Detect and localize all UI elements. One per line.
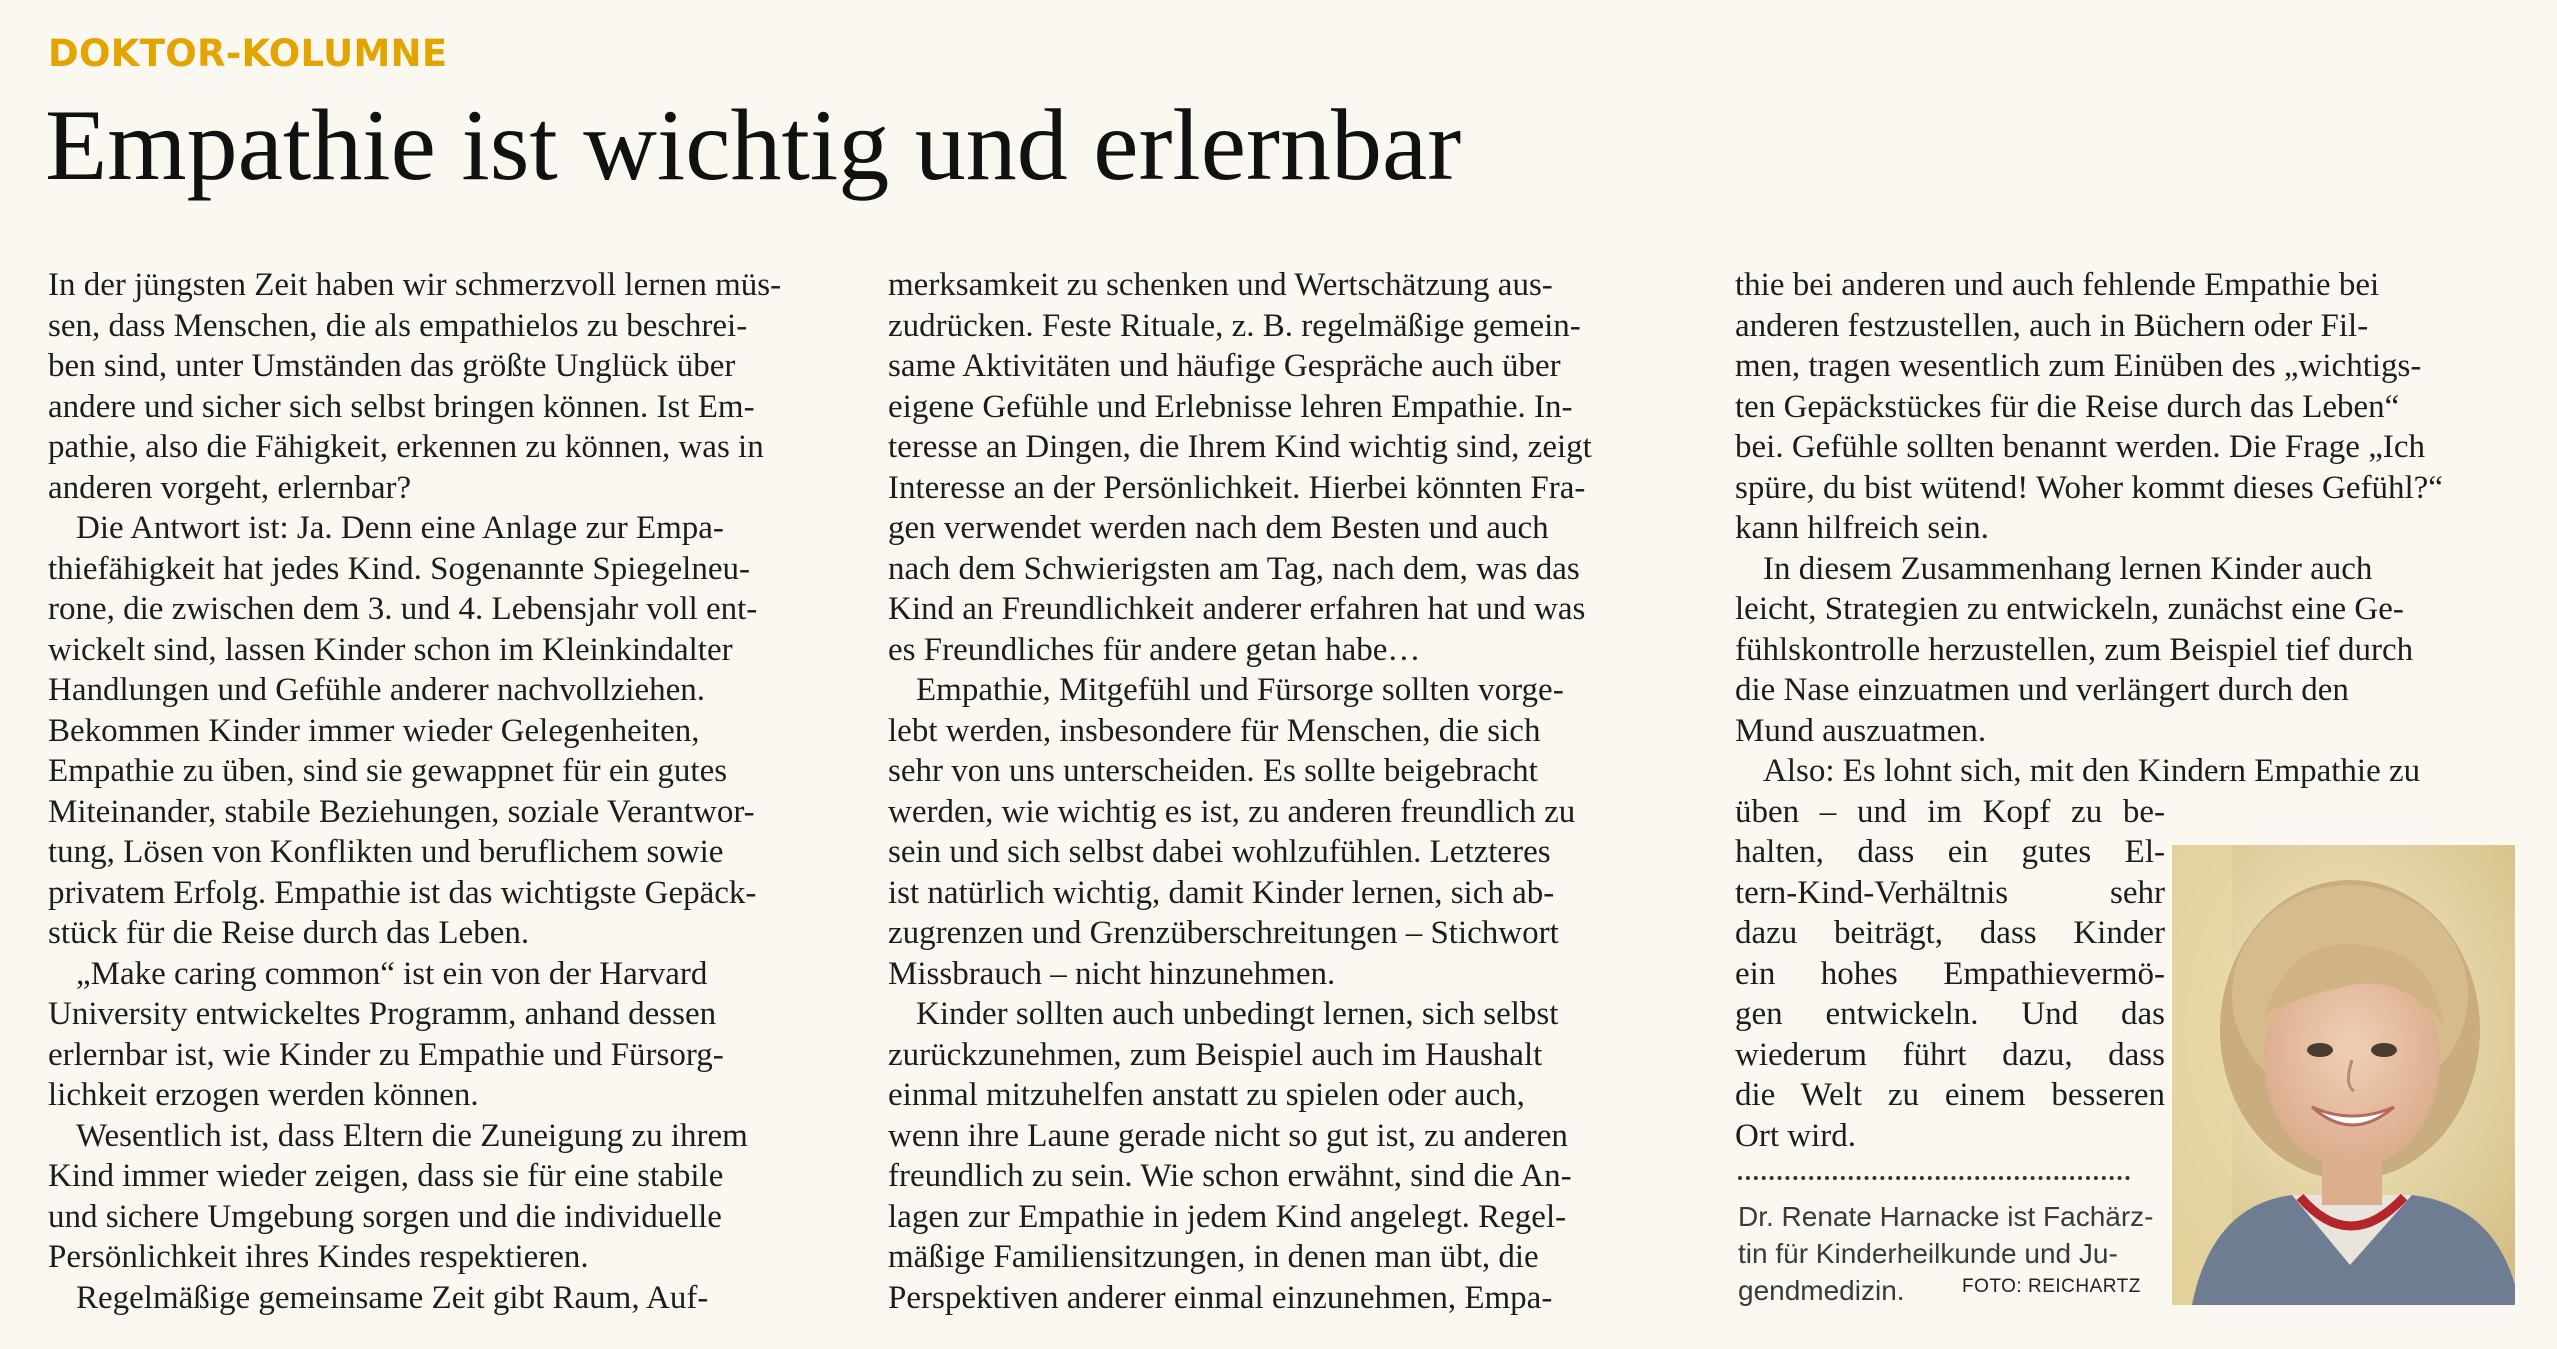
text-line: dazu beiträgt, dass Kinder <box>1735 915 2165 951</box>
caption-line: gendmedizin. <box>1738 1275 1905 1306</box>
text-line: Ort wird. <box>1735 1117 1856 1154</box>
text-line: thiefähigkeit hat jedes Kind. Sogenannte Spiegelneu- <box>48 550 750 587</box>
text-line: werden, wie wichtig es ist, zu anderen freundlich zu <box>888 793 1576 830</box>
text-line: anderen festzustellen, auch in Büchern oder Fil- <box>1735 307 2369 344</box>
text-line: zugrenzen und Grenzüberschreitungen – Stichwort <box>888 915 1559 951</box>
caption-line: Dr. Renate Harnacke ist Fachärz- <box>1738 1201 2154 1232</box>
text-column-1 <box>48 265 828 1318</box>
text-line: zudrücken. Feste Rituale, z. B. regelmäßige gemein- <box>888 307 1581 344</box>
text-line: men, tragen wesentlich zum Einüben des „wichtigs- <box>1735 348 2422 384</box>
text-line: Perspektiven anderer einmal einzunehmen, Empa- <box>888 1279 1553 1316</box>
text-line: fühlskontrolle herzustellen, zum Beispiel tief durch <box>1735 631 2414 668</box>
text-line: Kinder sollten auch unbedingt lernen, sich selbst <box>916 996 1559 1032</box>
text-line: mäßige Familiensitzungen, in denen man übt, die <box>888 1239 1539 1275</box>
text-line: eigene Gefühle und Erlebnisse lehren Empathie. In- <box>888 388 1573 425</box>
text-line: Die Antwort ist: Ja. Denn eine Anlage zur Empa- <box>76 510 724 546</box>
text-line: und sichere Umgebung sorgen und die individuelle <box>48 1198 722 1235</box>
text-line: sehr von uns unterscheiden. Es sollte beigebracht <box>888 753 1538 789</box>
text-line: freundlich zu sein. Wie schon erwähnt, sind die An- <box>888 1158 1572 1194</box>
text-line: same Aktivitäten und häufige Gespräche auch über <box>888 348 1561 384</box>
caption-line: tin für Kinderheilkunde und Ju- <box>1738 1238 2118 1269</box>
text-line: merksamkeit zu schenken und Wertschätzung aus- <box>888 267 1553 303</box>
text-line: Empathie zu üben, sind sie gewappnet für ein gutes <box>48 753 728 789</box>
author-portrait-illustration <box>2172 845 2515 1305</box>
article-headline: Empathie ist wichtig und erlernbar <box>45 89 1462 202</box>
text-line: lebt werden, insbesondere für Menschen, die sich <box>888 712 1541 749</box>
text-line: stück für die Reise durch das Leben. <box>48 915 530 951</box>
text-line: einmal mitzuhelfen anstatt zu spielen oder auch, <box>888 1077 1525 1113</box>
text-line: kann hilfreich sein. <box>1735 510 1989 546</box>
text-line: Empathie, Mitgefühl und Fürsorge sollten vorge- <box>916 672 1564 708</box>
text-line: Wesentlich ist, dass Eltern die Zuneigung zu ihrem <box>76 1117 748 1154</box>
text-line: gen verwendet werden nach dem Besten und auch <box>888 510 1549 546</box>
text-line: thie bei anderen und auch fehlende Empathie bei <box>1735 267 2380 303</box>
text-line: halten, dass ein gutes El- <box>1735 834 2165 870</box>
text-line: Persönlichkeit ihres Kindes respektieren. <box>48 1239 589 1275</box>
text-line: spüre, du bist wütend! Woher kommt dieses Gefühl?“ <box>1735 469 2443 506</box>
text-line: ein hohes Empathievermö- <box>1735 955 2165 992</box>
text-line: privatem Erfolg. Empathie ist das wichtigste Gepäck- <box>48 874 757 911</box>
text-line: ist natürlich wichtig, damit Kinder lernen, sich ab- <box>888 874 1555 911</box>
text-line: sein und sich selbst dabei wohlzufühlen. Letzteres <box>888 834 1551 870</box>
text-line: „Make caring common“ ist ein von der Harvard <box>76 955 708 992</box>
column-kicker: DOKTOR-KOLUMNE <box>48 32 448 75</box>
text-line: anderen vorgeht, erlernbar? <box>48 469 412 506</box>
text-line: rone, die zwischen dem 3. und 4. Lebensjahr voll ent- <box>48 591 758 627</box>
text-line: tung, Lösen von Konflikten und beruflichem sowie <box>48 834 724 870</box>
text-line: In der jüngsten Zeit haben wir schmerzvoll lernen müs- <box>48 267 782 303</box>
text-line: Bekommen Kinder immer wieder Gelegenheiten, <box>48 712 700 749</box>
text-column-2 <box>888 265 1688 1318</box>
text-line: es Freundliches für andere getan habe… <box>888 631 1421 668</box>
text-line: pathie, also die Fähigkeit, erkennen zu können, was in <box>48 429 764 465</box>
text-line: teresse an Dingen, die Ihrem Kind wichtig sind, zeigt <box>888 429 1592 465</box>
text-line: Missbrauch – nicht hinzunehmen. <box>888 955 1336 992</box>
text-line: zurückzunehmen, zum Beispiel auch im Haushalt <box>888 1036 1543 1073</box>
text-line: erlernbar ist, wie Kinder zu Empathie und Fürsorg- <box>48 1036 724 1073</box>
caption-divider <box>1738 1176 2130 1180</box>
text-line: leicht, Strategien zu entwickeln, zunächst eine Ge- <box>1735 591 2404 627</box>
text-line: Kind an Freundlichkeit anderer erfahren hat und was <box>888 591 1586 627</box>
text-line: üben – und im Kopf zu be- <box>1735 793 2165 830</box>
text-line: In diesem Zusammenhang lernen Kinder auch <box>1763 550 2373 587</box>
text-line: University entwickeltes Programm, anhand dessen <box>48 996 717 1032</box>
text-line: andere und sicher sich selbst bringen können. Ist Em- <box>48 388 755 425</box>
text-line: bei. Gefühle sollten benannt werden. Die Frage „Ich <box>1735 429 2425 465</box>
text-line: die Nase einzuatmen und verlängert durch den <box>1735 672 2349 708</box>
text-line: wickelt sind, lassen Kinder schon im Kleinkindalter <box>48 631 733 668</box>
text-line: Handlungen und Gefühle anderer nachvollziehen. <box>48 672 705 708</box>
text-line: die Welt zu einem besseren <box>1735 1077 2165 1113</box>
text-column-3-wide <box>1735 265 2525 792</box>
text-line: Interesse an der Persönlichkeit. Hierbei könnten Fra- <box>888 469 1586 506</box>
text-line: tern-Kind-Verhältnis sehr <box>1735 874 2165 911</box>
photo-credit: FOTO: REICHARTZ <box>1962 1276 2141 1297</box>
text-line: Kind immer wieder zeigen, dass sie für eine stabile <box>48 1158 724 1194</box>
text-line: Also: Es lohnt sich, mit den Kindern Empathie zu <box>1763 753 2421 789</box>
text-line: nach dem Schwierigsten am Tag, nach dem, was das <box>888 550 1580 587</box>
text-line: wiederum führt dazu, dass <box>1735 1036 2165 1073</box>
text-line: sen, dass Menschen, die als empathielos zu beschrei- <box>48 307 748 344</box>
text-line: Miteinander, stabile Beziehungen, soziale Verantwor- <box>48 793 755 830</box>
text-line: lagen zur Empathie in jedem Kind angelegt. Regel- <box>888 1198 1567 1235</box>
text-line: Regelmäßige gemeinsame Zeit gibt Raum, Auf- <box>76 1279 709 1316</box>
text-line: gen entwickeln. Und das <box>1735 996 2165 1032</box>
text-line: lichkeit erzogen werden können. <box>48 1077 479 1113</box>
text-line: ben sind, unter Umständen das größte Unglück über <box>48 348 736 384</box>
text-line: wenn ihre Laune gerade nicht so gut ist, zu anderen <box>888 1117 1568 1154</box>
author-photo <box>2172 845 2515 1305</box>
text-line: ten Gepäckstückes für die Reise durch das Leben“ <box>1735 388 2400 425</box>
text-line: Mund auszuatmen. <box>1735 712 1987 749</box>
